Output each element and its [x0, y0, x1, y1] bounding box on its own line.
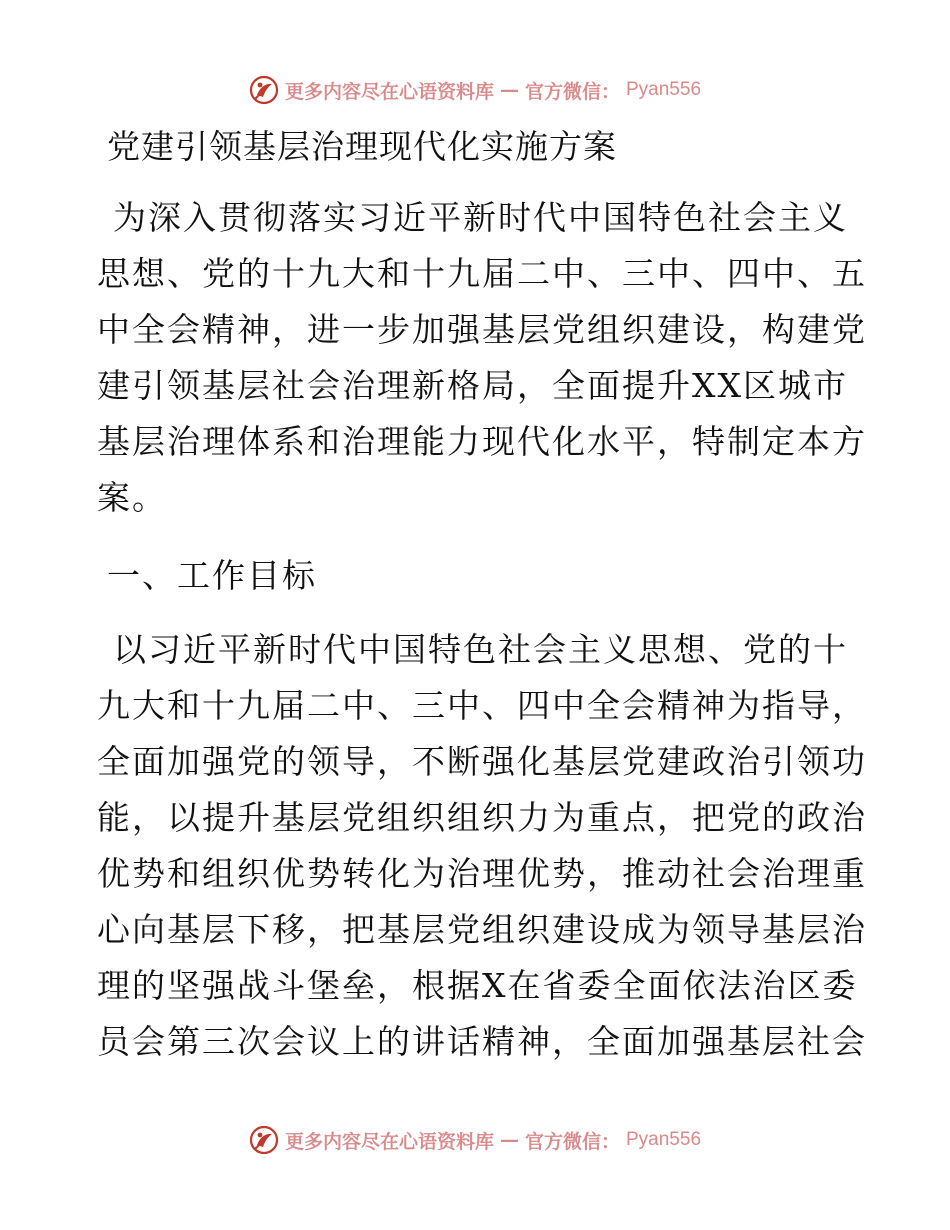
watermark-brand-text: 更多内容尽在心语资料库: [284, 1130, 494, 1153]
brand-logo-icon: [249, 1125, 279, 1155]
watermark-banner-bottom: [0, 1120, 950, 1160]
paragraph-line: 九大和十九届二中、三中、四中全会精神为指导，: [97, 686, 867, 725]
paragraph-line: 能，以提升基层党组织组织力为重点，把党的政治: [97, 798, 867, 837]
paragraph-line: 理的坚强战斗堡垒，根据X在省委全面依法治区委: [97, 966, 858, 1005]
watermark-brand-text: 更多内容尽在心语资料库: [284, 80, 494, 103]
paragraph-line: 以习近平新时代中国特色社会主义思想、党的十: [113, 630, 848, 669]
intro-paragraph: [97, 190, 867, 526]
paragraph-line: 基层治理体系和治理能力现代化水平，特制定本方: [97, 422, 867, 461]
document-title: 党建引领基层治理现代化实施方案: [107, 127, 617, 166]
watermark-wechat-label: 官方微信：: [524, 80, 620, 103]
goals-paragraph: [97, 622, 867, 1070]
section-heading: 一、工作目标: [107, 556, 317, 595]
paragraph-line: 建引领基层社会治理新格局，全面提升XX区城市: [97, 366, 848, 405]
paragraph-line: 中全会精神，进一步加强基层党组织建设，构建党: [97, 310, 867, 349]
paragraph-line: 全面加强党的领导，不断强化基层党建政治引领功: [97, 742, 867, 781]
paragraph-line: 思想、党的十九大和十九届二中、三中、四中、五: [97, 254, 867, 293]
paragraph-line: 优势和组织优势转化为治理优势，推动社会治理重: [97, 854, 867, 893]
watermark-dash: —: [499, 79, 519, 101]
watermark-wechat-id: Pyan556: [626, 1129, 702, 1150]
paragraph-line: 心向基层下移，把基层党组织建设成为领导基层治: [97, 910, 867, 949]
paragraph-line: 员会第三次会议上的讲话精神，全面加强基层社会: [97, 1022, 867, 1061]
watermark-wechat-label: 官方微信：: [524, 1130, 620, 1153]
brand-logo-icon: [249, 75, 279, 105]
paragraph-line: 案。: [97, 478, 167, 517]
watermark-wechat-id: Pyan556: [626, 79, 702, 100]
watermark-dash: —: [499, 1129, 519, 1151]
watermark-banner-top: [0, 70, 950, 110]
paragraph-line: 为深入贯彻落实习近平新时代中国特色社会主义: [113, 198, 848, 237]
document-body: [97, 122, 867, 1070]
